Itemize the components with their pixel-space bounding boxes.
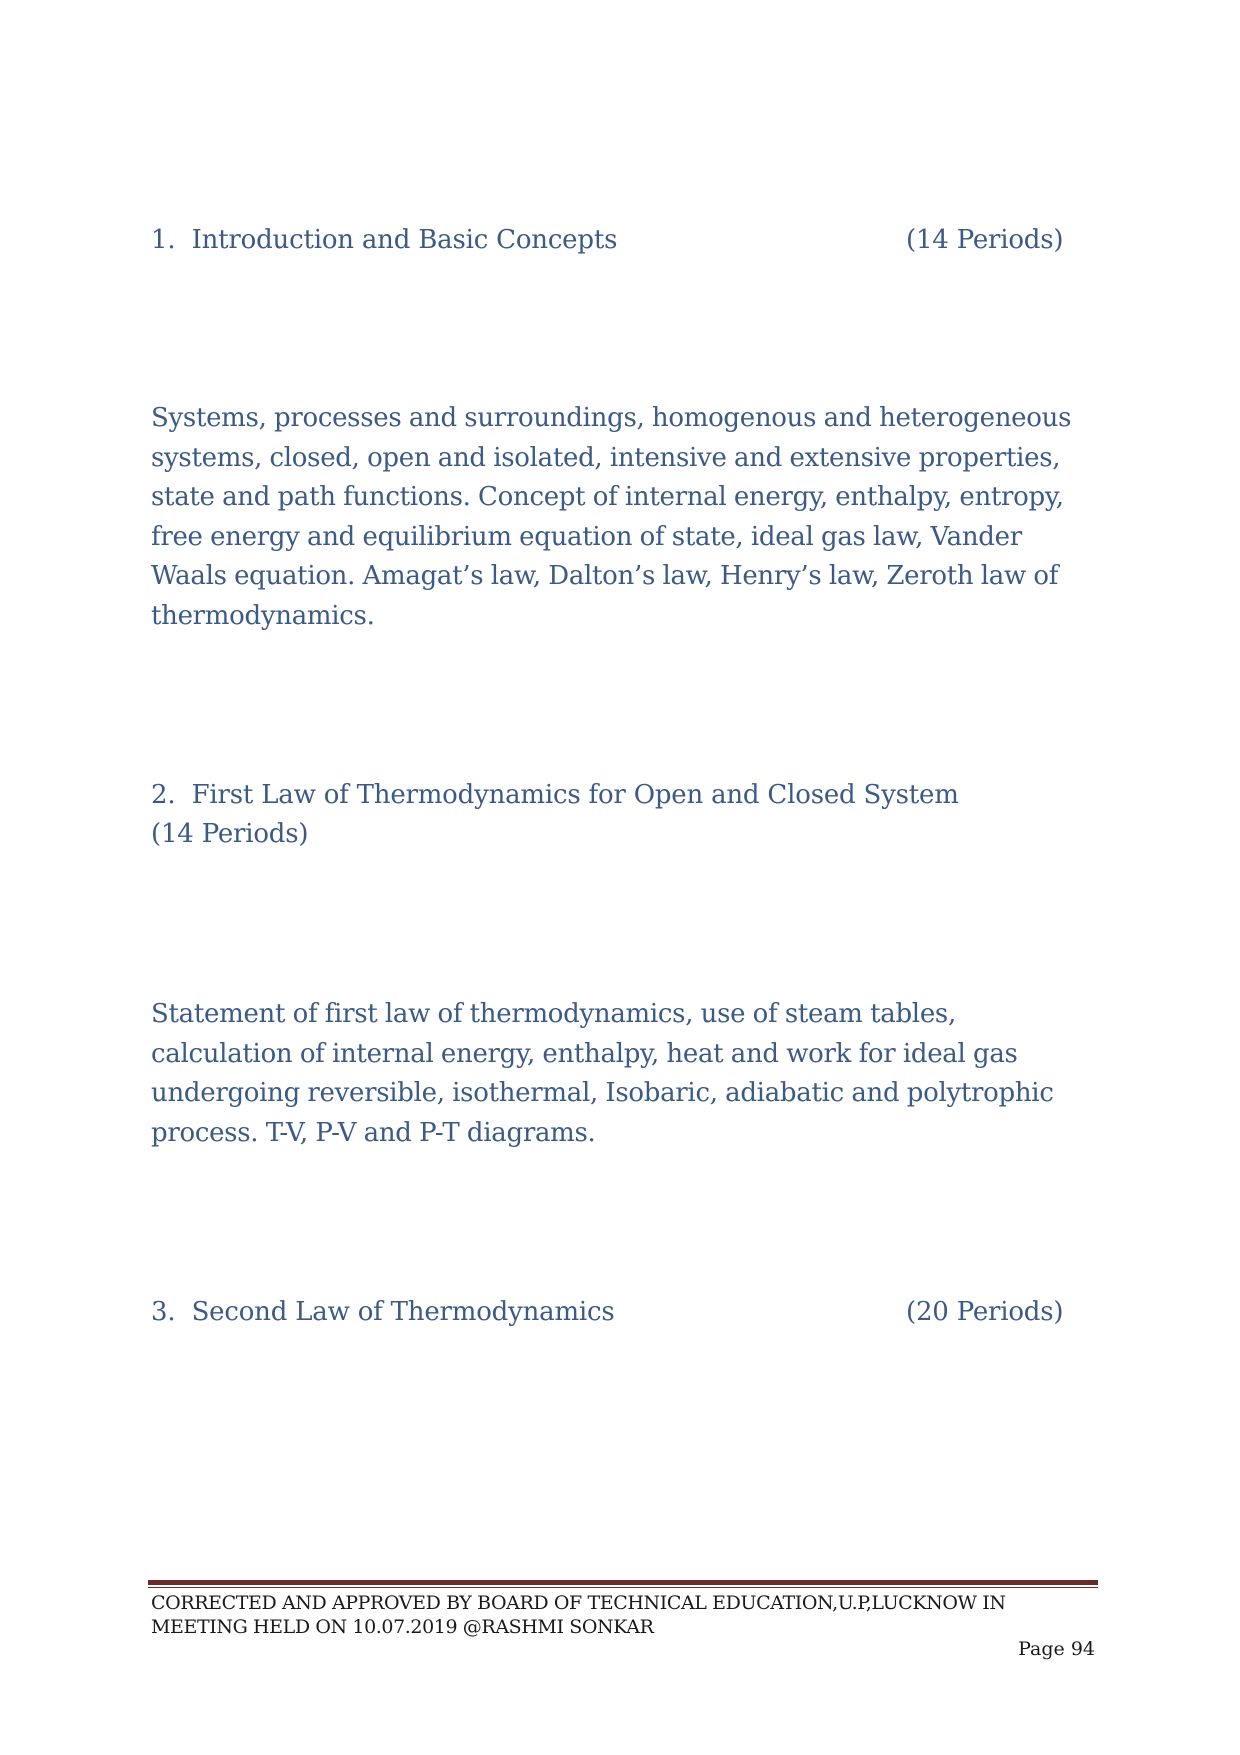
- section-3-title: Second Law of Thermodynamics: [191, 1297, 615, 1327]
- footer-rule: [148, 1580, 1098, 1585]
- section-2-periods: (14 Periods): [151, 819, 309, 849]
- section-3-number: 3.: [151, 1297, 176, 1327]
- footer-rule-thin: [148, 1587, 1098, 1588]
- footer-approval-text: CORRECTED AND APPROVED BY BOARD OF TECHNICAL EDUCATION,U.P,LUCKNOW IN MEETING HELD ON 10.07.2019 @RASHMI SONKAR: [151, 1592, 1006, 1638]
- page-number: Page 94: [1018, 1638, 1095, 1660]
- section-2-heading: [151, 776, 1031, 854]
- section-1-title: Introduction and Basic Concepts: [191, 225, 618, 255]
- section-2-title: First Law of Thermodynamics for Open and Closed System: [191, 780, 959, 810]
- section-2-number: 2.: [151, 780, 176, 810]
- section-2-body: Statement of first law of thermodynamics, use of steam tables, calculation of internal energy, enthalpy, heat and work for ideal gas undergoing reversible, isothermal, Isobaric, adiabatic and polytrophic process. T-V, P-V and P-T diagrams.: [151, 999, 1054, 1148]
- section-1-number: 1.: [151, 225, 176, 255]
- section-1-periods: (14 Periods): [906, 225, 1064, 255]
- section-3-heading: [151, 1293, 1071, 1332]
- section-1-body: Systems, processes and surroundings, homogenous and heterogeneous systems, closed, open and isolated, intensive and extensive properties, state and path functions. Concept of internal energy, enthalpy, entropy, free energy and equilibrium equation of state, ideal gas law, Vander Waals equation. Amagat’s law, Dalton’s law, Henry’s law, Zeroth law of thermodynamics.: [151, 403, 1072, 631]
- section-3-periods: (20 Periods): [906, 1297, 1064, 1327]
- section-1-heading: [151, 221, 1071, 260]
